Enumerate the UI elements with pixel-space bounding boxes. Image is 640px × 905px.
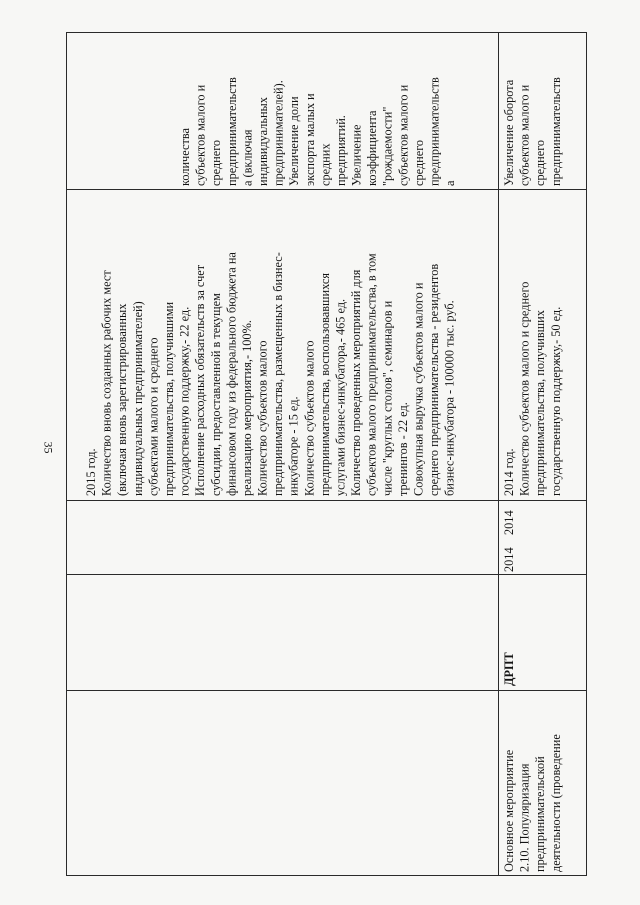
- row-divider-start-year: [66, 690, 587, 691]
- table-border-right: [586, 32, 587, 875]
- row-divider: [498, 32, 499, 875]
- row-divider-end-year: [66, 574, 587, 575]
- row-divider-result: [66, 189, 587, 190]
- cell-indicators-upper: 2015 год. Количество вновь созданных рабочих мест (включая вновь зарегистрированных индивидуальных предпринимателей) субъектами малого и среднего предпринимательства, получившими государственную поддержку,- 22 ед. Исполнение расходных обязательств за счет субсидии, предоставленной в текущем финансовом году из федерального бюджета на реализацию мероприятия,- 100%. Количество субъектов малого предпринимательства, размещенных в бизнес- инкубаторе - 15 ед. Количество субъектов малого предпринимательства, воспользовавшихся услугами бизнес-инкубатора,- 465 ед. Количество проведенных мероприятий для субъектов малого предпринимательства, в том числе "круглых столов", семинаров и тренингов - 22 ед. Совокупная выручка субъектов малого и среднего предпринимательства - резидентов бизнес-инкубатора - 100000 тыс. руб.: [84, 252, 457, 496]
- row-divider-indicators: [66, 500, 587, 501]
- page-number: 35: [41, 441, 56, 454]
- cell-measure: Основное мероприятие 2.10. Популяризация предпринимательской деятельности (проведение: [502, 734, 563, 872]
- cell-result-lower: Увеличение оборота субъектов малого и среднего предпринимательств: [502, 77, 563, 186]
- table-border-top: [66, 32, 587, 33]
- table-border-bottom: [66, 875, 587, 876]
- cell-end-year: 2014: [502, 510, 516, 535]
- cell-start-year: 2014: [502, 547, 516, 572]
- cell-indicators-lower: 2014 год. Количество субъектов малого и среднего предпринимательства, получивших государственную поддержку,- 50 ед.: [502, 281, 563, 496]
- cell-executor: ДРПТ: [502, 652, 516, 686]
- cell-result-upper: количества субъектов малого и среднего предпринимательств а (включая индивидуальных предпринимателей). Увеличение доли экспорта малых и средних предприятий. Увеличение коэффициента "рождаемости" субъектов малого и среднего предпринимательств а: [178, 77, 458, 186]
- table-border-left: [66, 32, 67, 875]
